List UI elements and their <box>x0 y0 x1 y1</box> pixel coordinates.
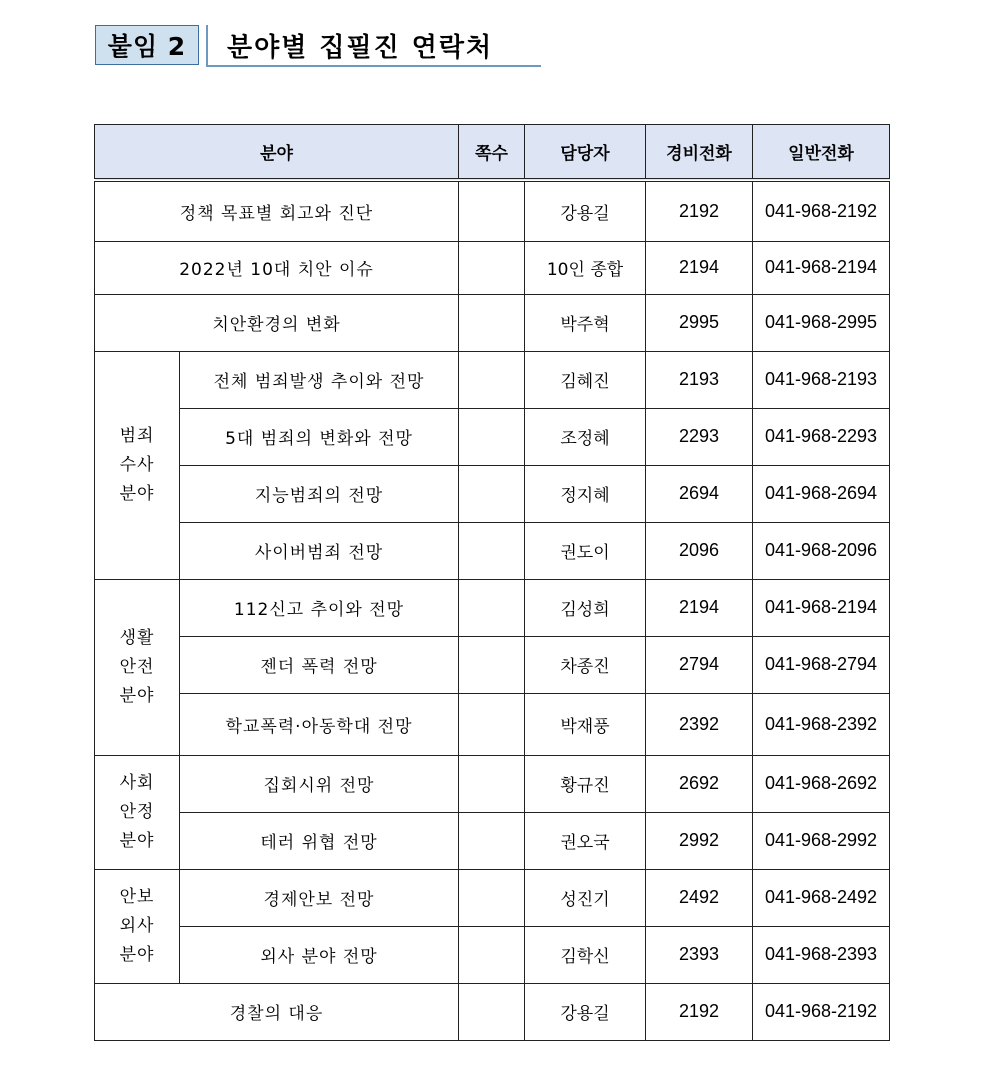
person-cell: 박재풍 <box>525 693 646 755</box>
ext-cell: 2995 <box>646 294 753 351</box>
person-cell: 김성희 <box>525 579 646 636</box>
header-security-phone: 경비전화 <box>646 125 753 181</box>
topic-cell: 경찰의 대응 <box>95 983 459 1040</box>
group-label-crime-investigation: 범죄 수사 분야 <box>95 351 180 579</box>
phone-cell: 041-968-2392 <box>753 693 890 755</box>
header-person: 담당자 <box>525 125 646 181</box>
topic-cell: 학교폭력·아동학대 전망 <box>180 693 459 755</box>
person-cell: 차종진 <box>525 636 646 693</box>
ext-cell: 2194 <box>646 579 753 636</box>
phone-cell: 041-968-2192 <box>753 983 890 1040</box>
pages-cell <box>459 636 525 693</box>
table-row <box>95 755 890 812</box>
phone-cell: 041-968-2692 <box>753 755 890 812</box>
topic-cell: 5대 범죄의 변화와 전망 <box>180 408 459 465</box>
person-cell: 김학신 <box>525 926 646 983</box>
pages-cell <box>459 926 525 983</box>
phone-cell: 041-968-2293 <box>753 408 890 465</box>
ext-cell: 2392 <box>646 693 753 755</box>
person-cell: 정지혜 <box>525 465 646 522</box>
topic-cell: 정책 목표별 회고와 진단 <box>95 180 459 241</box>
table-row <box>95 983 890 1040</box>
table-row <box>95 408 890 465</box>
group-label-life-safety: 생활 안전 분야 <box>95 579 180 755</box>
pages-cell <box>459 983 525 1040</box>
phone-cell: 041-968-2995 <box>753 294 890 351</box>
ext-cell: 2192 <box>646 180 753 241</box>
table-row <box>95 926 890 983</box>
topic-cell: 외사 분야 전망 <box>180 926 459 983</box>
pages-cell <box>459 693 525 755</box>
person-cell: 10인 종합 <box>525 241 646 294</box>
table-row <box>95 693 890 755</box>
topic-cell: 집회시위 전망 <box>180 755 459 812</box>
topic-cell: 사이버범죄 전망 <box>180 522 459 579</box>
person-cell: 강용길 <box>525 180 646 241</box>
phone-cell: 041-968-2794 <box>753 636 890 693</box>
pages-cell <box>459 408 525 465</box>
person-cell: 성진기 <box>525 869 646 926</box>
document-title <box>95 25 541 67</box>
table-row <box>95 294 890 351</box>
topic-cell: 지능범죄의 전망 <box>180 465 459 522</box>
table-row <box>95 579 890 636</box>
phone-cell: 041-968-2492 <box>753 869 890 926</box>
ext-cell: 2393 <box>646 926 753 983</box>
topic-cell: 젠더 폭력 전망 <box>180 636 459 693</box>
ext-cell: 2194 <box>646 241 753 294</box>
person-cell: 권도이 <box>525 522 646 579</box>
person-cell: 권오국 <box>525 812 646 869</box>
person-cell: 조정혜 <box>525 408 646 465</box>
contacts-table <box>94 124 890 1041</box>
topic-cell: 112신고 추이와 전망 <box>180 579 459 636</box>
title-underline <box>206 65 541 67</box>
table-row <box>95 522 890 579</box>
phone-cell: 041-968-2194 <box>753 241 890 294</box>
person-cell: 강용길 <box>525 983 646 1040</box>
pages-cell <box>459 869 525 926</box>
pages-cell <box>459 579 525 636</box>
person-cell: 황규진 <box>525 755 646 812</box>
topic-cell: 전체 범죄발생 추이와 전망 <box>180 351 459 408</box>
group-label-social-stability: 사회 안정 분야 <box>95 755 180 869</box>
ext-cell: 2193 <box>646 351 753 408</box>
pages-cell <box>459 755 525 812</box>
table-row <box>95 180 890 241</box>
header-pages: 쪽수 <box>459 125 525 181</box>
phone-cell: 041-968-2694 <box>753 465 890 522</box>
pages-cell <box>459 812 525 869</box>
table-row <box>95 351 890 408</box>
pages-cell <box>459 241 525 294</box>
phone-cell: 041-968-2393 <box>753 926 890 983</box>
phone-cell: 041-968-2192 <box>753 180 890 241</box>
group-label-security-foreign: 안보 외사 분야 <box>95 869 180 983</box>
ext-cell: 2692 <box>646 755 753 812</box>
person-cell: 박주혁 <box>525 294 646 351</box>
phone-cell: 041-968-2194 <box>753 579 890 636</box>
phone-cell: 041-968-2992 <box>753 812 890 869</box>
table-row <box>95 241 890 294</box>
ext-cell: 2794 <box>646 636 753 693</box>
person-cell: 김혜진 <box>525 351 646 408</box>
phone-cell: 041-968-2096 <box>753 522 890 579</box>
pages-cell <box>459 294 525 351</box>
header-field: 분야 <box>95 125 459 181</box>
topic-cell: 2022년 10대 치안 이슈 <box>95 241 459 294</box>
pages-cell <box>459 351 525 408</box>
table-row <box>95 636 890 693</box>
table-row <box>95 812 890 869</box>
phone-cell: 041-968-2193 <box>753 351 890 408</box>
topic-cell: 테러 위협 전망 <box>180 812 459 869</box>
attachment-badge: 붙임 2 <box>95 25 199 65</box>
title-divider <box>206 25 208 67</box>
ext-cell: 2492 <box>646 869 753 926</box>
table-header-row <box>95 125 890 181</box>
ext-cell: 2694 <box>646 465 753 522</box>
table-row <box>95 465 890 522</box>
pages-cell <box>459 180 525 241</box>
topic-cell: 치안환경의 변화 <box>95 294 459 351</box>
ext-cell: 2096 <box>646 522 753 579</box>
pages-cell <box>459 522 525 579</box>
table-row <box>95 869 890 926</box>
ext-cell: 2293 <box>646 408 753 465</box>
topic-cell: 경제안보 전망 <box>180 869 459 926</box>
ext-cell: 2992 <box>646 812 753 869</box>
page-title: 분야별 집필진 연락처 <box>227 33 494 63</box>
pages-cell <box>459 465 525 522</box>
ext-cell: 2192 <box>646 983 753 1040</box>
header-general-phone: 일반전화 <box>753 125 890 181</box>
